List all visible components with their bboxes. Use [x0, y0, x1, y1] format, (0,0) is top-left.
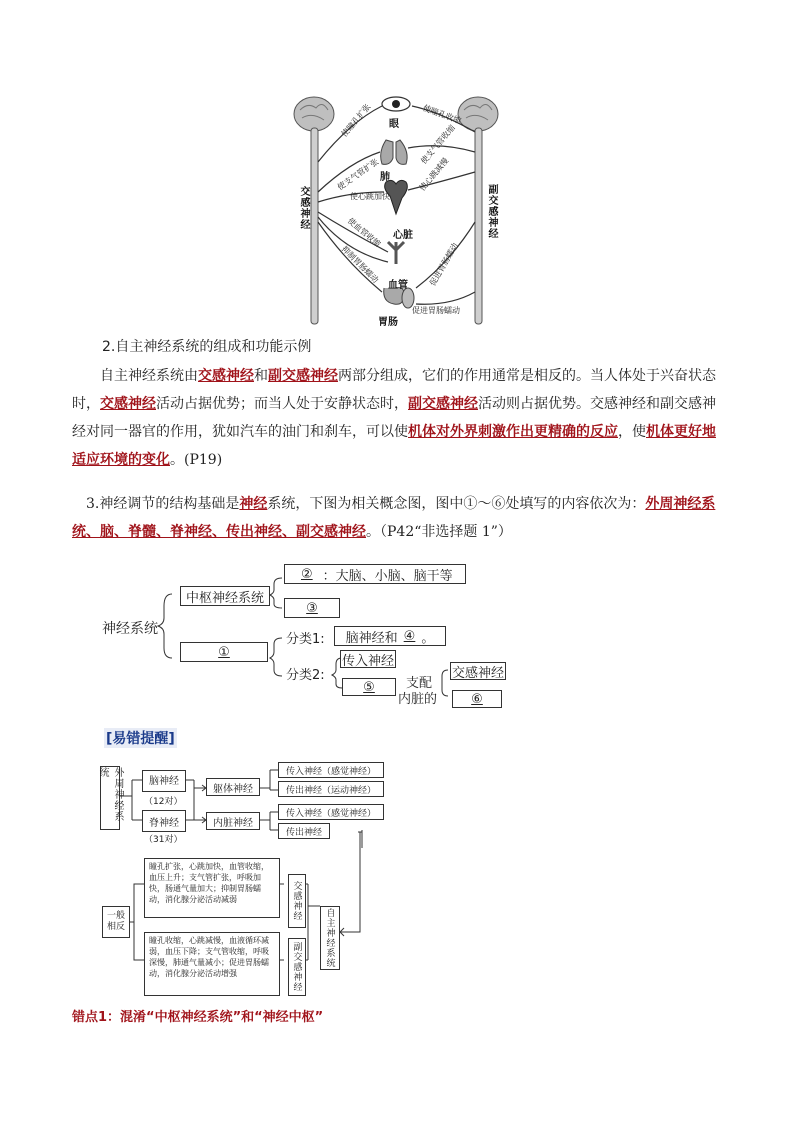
- concept-map: [100, 560, 520, 716]
- parasympathetic-label: 副交感神经: [486, 184, 497, 239]
- s2-key-3: 交感神经: [100, 396, 156, 412]
- spinal-box: [142, 810, 186, 832]
- concept-afferent-box: [340, 650, 396, 668]
- section2-paragraph: [72, 362, 722, 474]
- concept-box-5: [342, 678, 396, 696]
- sym-effect-pupil: 使瞳孔扩张: [339, 102, 373, 139]
- spinal-count: （31对）: [144, 835, 183, 845]
- sym-text: 交感神经: [291, 881, 302, 921]
- s2-text-2: 和: [254, 368, 268, 384]
- concept-afferent-text: 传入神经: [341, 653, 394, 669]
- s2-key-2: 副交感神经: [268, 368, 338, 384]
- pns-text: 外周神经系统: [97, 767, 123, 822]
- sym-box: [288, 874, 306, 928]
- concept-viscera: 内脏的: [398, 692, 438, 707]
- aff1-box: [278, 762, 384, 778]
- s3-key-2: 外周神经系统、脑、脊髓、脊神经、传出神经、副交感神经: [72, 496, 716, 540]
- sym-desc-box: [144, 858, 280, 918]
- concept-innervate: 支配: [406, 676, 433, 691]
- para-effect-labels: [412, 103, 474, 318]
- s2-key-5: 机体对外界刺激作出更精确的反应: [408, 424, 618, 440]
- s2-text-7: 。(P19): [170, 452, 223, 468]
- vessel-icon: [388, 242, 404, 264]
- sym-desc-text: 瞳孔扩张，心跳加快，血管收缩，血压上升；支气管扩张，呼吸加快，肠通气量加大；抑制胃肠蠕动，消化腺分泌活动减弱: [149, 862, 269, 904]
- sympathetic-label: 交感神经: [298, 186, 309, 230]
- concept-root: 神经系统: [102, 621, 158, 637]
- concept-cns-text: 中枢神经系统: [185, 590, 264, 606]
- s2-text-3: 两部分组成，它们的作用通常是相反的。当人体处于兴奋状态时，: [72, 368, 716, 412]
- visceral-box: [206, 812, 260, 830]
- s3-text-2: 系统，下图为相关概念图，图中①～⑥处填写的内容依次为：: [267, 496, 646, 512]
- autonomic-text: 自主神经系统: [324, 908, 335, 968]
- para-effect-gut-2: 促进胃肠蠕动: [412, 306, 460, 315]
- s3-text-3: 。（P42“非选择题 1”）: [366, 524, 512, 540]
- concept-box-2: [284, 564, 466, 584]
- general-box: [102, 906, 130, 938]
- concept-blank-6: ⑥: [471, 691, 483, 707]
- s2-text-4: 活动占据优势；而当人处于安静状态时，: [156, 396, 408, 412]
- sym-effect-heart: 使心跳加快: [350, 192, 390, 201]
- sym-effect-bronchi: 使支气管扩张: [335, 157, 381, 192]
- s2-text-6: ，使: [618, 424, 646, 440]
- cranial-box: [142, 770, 186, 792]
- para-desc-text: 瞳孔收缩，心跳减慢，血液循环减弱，血压下降；支气管收缩，呼吸深慢，肺通气量减小；促进胃肠蠕动，消化腺分泌活动增强: [149, 936, 269, 978]
- concept-sym-text: 交感神经: [451, 665, 504, 681]
- autonomic-box: [320, 906, 340, 970]
- left-spinal-cord: [311, 128, 318, 324]
- s3-key-1: 神经: [239, 496, 268, 512]
- concept-cns-box: [180, 586, 270, 606]
- concept-box-6: [452, 690, 502, 708]
- para-effect-heart: 使心跳减慢: [417, 156, 451, 193]
- s2-text-1: 自主神经系统由: [100, 368, 198, 384]
- s2-text-5: 活动则占据优势。交感神经和副交感神经对同一器官的作用，犹如汽车的油门和刹车，可以使: [72, 396, 716, 440]
- right-spinal-cord: [475, 128, 482, 324]
- somatic-text: 躯体神经: [213, 783, 253, 795]
- para-effect-pupil: 使瞳孔收缩: [421, 103, 463, 126]
- sym-effect-labels: [335, 102, 390, 308]
- eff1-box: [278, 781, 384, 797]
- eff2-text: 传出神经: [285, 827, 322, 838]
- s2-key-4: 副交感神经: [408, 396, 478, 412]
- s3-text-1: 3.神经调节的结构基础是: [86, 496, 240, 512]
- organ-vessel-label: 血管: [388, 280, 408, 291]
- somatic-box: [206, 778, 260, 796]
- para-desc-box: [144, 932, 280, 996]
- organ-eye-label: 眼: [389, 119, 399, 130]
- tip-title: [易错提醒]: [104, 728, 177, 748]
- organ-stomach-label: 胃肠: [378, 317, 398, 328]
- sym-effect-gut: 抑制胃肠蠕动: [339, 244, 381, 285]
- section2-heading: 2.自主神经系统的组成和功能示例: [102, 339, 312, 355]
- sym-effect-vessel: 使血管收缩: [345, 216, 383, 249]
- para-effect-bronchi: 使支气管收缩: [419, 123, 457, 166]
- concept-text-2: ：大脑、小脑、脑干等: [322, 568, 453, 584]
- visceral-text: 内脏神经: [213, 817, 253, 829]
- concept-sym-box: [450, 662, 506, 680]
- concept-box-3: [284, 598, 340, 618]
- para-box: [288, 938, 306, 996]
- aff2-text: 传入神经（感觉神经）: [285, 808, 376, 819]
- para-text: 副交感神经: [291, 942, 302, 992]
- concept-cls1-end: 。: [421, 630, 435, 646]
- left-brain-icon: [294, 97, 334, 131]
- concept-cls2-label: 分类2:: [286, 668, 325, 683]
- concept-box-1: [180, 642, 268, 662]
- eff2-box: [278, 823, 330, 839]
- pns-diagram: [98, 756, 398, 1001]
- spinal-text: 脊神经: [149, 817, 179, 829]
- aff1-text: 传入神经（感觉神经）: [285, 766, 376, 777]
- para-effect-gut-1: 促进胃肠蠕动: [428, 241, 460, 288]
- organ-heart-label: 心脏: [393, 230, 413, 241]
- concept-blank-3: ③: [306, 600, 318, 616]
- error1-title: 错点1：混淆“中枢神经系统”和“神经中枢”: [72, 1010, 324, 1025]
- concept-cls1-box: [334, 626, 446, 646]
- concept-blank-1: ①: [218, 644, 230, 660]
- section3-paragraph: [72, 490, 722, 546]
- concept-blank-2: ②: [301, 566, 313, 582]
- organ-lung-label: 肺: [380, 172, 390, 183]
- aff2-box: [278, 804, 384, 820]
- s2-key-6: 机体更好地适应环境的变化: [72, 424, 716, 468]
- s2-key-1: 交感神经: [198, 368, 254, 384]
- concept-blank-5: ⑤: [363, 679, 375, 695]
- concept-cls1-text: 脑神经和: [345, 630, 398, 646]
- pns-box: [97, 766, 123, 830]
- cranial-text: 脑神经: [149, 775, 179, 787]
- general-text: 一般相反: [106, 911, 125, 932]
- concept-blank-4: ④: [403, 628, 416, 644]
- concept-cls1-label: 分类1:: [286, 632, 325, 647]
- cranial-count: （12对）: [144, 797, 183, 807]
- eff1-text: 传出神经（运动神经）: [285, 785, 376, 796]
